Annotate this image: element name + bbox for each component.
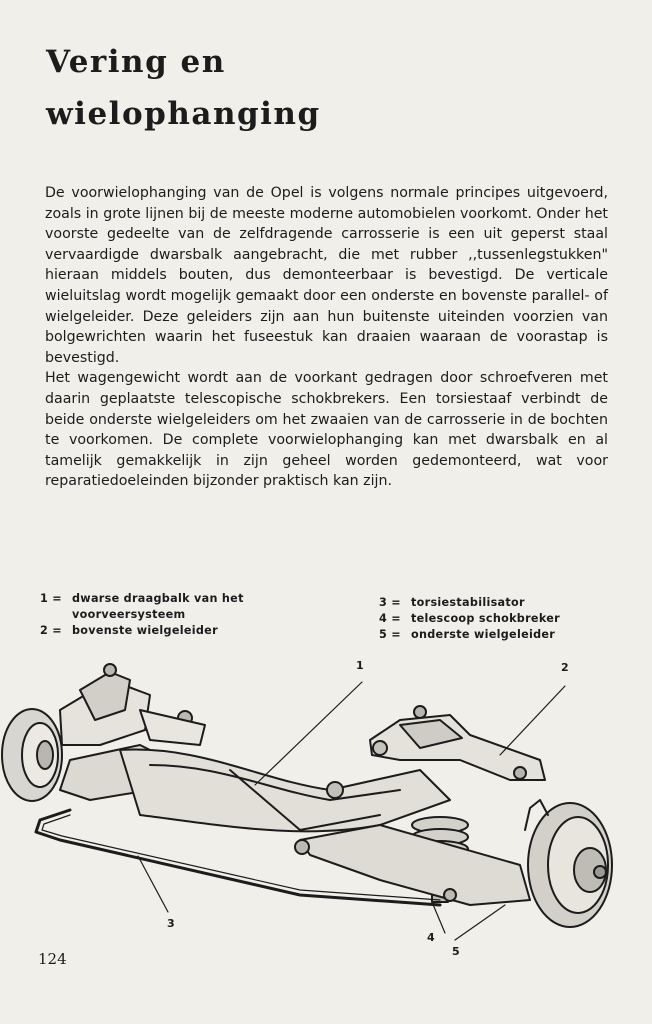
title-line-2: wielophanging [46,96,321,132]
legend-text: onderste wielgeleider [411,628,556,641]
left-brake-drum [2,709,62,801]
legend-left [40,591,280,639]
callout-label-4: 4 [427,931,435,944]
callout-label-5: 5 [452,945,460,958]
crossmember [120,750,450,832]
suspension-illustration [0,650,652,950]
legend-text: telescoop schokbreker [411,612,560,625]
paragraph-1: De voorwielophanging van de Opel is volgens normale principes uitgevoerd, zoals in grote lijnen bij de meeste moderne automobielen voorkomt. Onder het voorste gedeelte van de zelfdragende carrosserie is een uit geperst staal vervaardigde dwarsbalk aangebracht, die met rubber ,,tussenlegstukken" hieraan middels bouten, dus demonteerbaar is bevestigd. De verticale wieluitslag wordt mogelijk gemaakt door een onderste en bovenste parallel- of wielgeleider. Deze geleiders zijn aan hun buitenste uiteinden voorzien van bolgewrichten waarin het fuseestuk kan draaien waaraan de voorastap is bevestigd. [45,185,608,366]
upper-control-arm [370,706,545,780]
legend-number: 3 = [379,596,401,609]
legend-item-5 [379,627,619,643]
lower-control-arm [295,825,530,905]
page-title [46,36,321,140]
callout-label-1: 1 [356,659,364,672]
page-number: 124 [38,950,67,968]
legend-text: dwarse draagbalk van het voorveersysteem [72,592,244,621]
title-line-1: Vering en [46,44,226,80]
legend-number: 5 = [379,628,401,641]
legend-item-1 [40,591,280,623]
right-brake-drum [525,800,612,927]
legend-text: bovenste wielgeleider [72,624,218,637]
body-text [45,183,608,492]
legend-number: 4 = [379,612,401,625]
callout-label-3: 3 [167,917,175,930]
legend-item-4 [379,611,619,627]
legend-number: 1 = [40,592,62,605]
legend-number: 2 = [40,624,62,637]
legend-item-2 [40,623,280,639]
legend-text: torsiestabilisator [411,596,525,609]
callout-label-2: 2 [561,661,569,674]
legend-right [379,595,619,643]
paragraph-2: Het wagengewicht wordt aan de voorkant gedragen door schroefveren met daarin geplaatste telescopische schokbrekers. Een torsiestaaf verbindt de beide onderste wielgeleiders om het zwaaien van de carrosserie in de bochten te voorkomen. De complete voorwielophanging kan met dwarsbalk en al tamelijk gemakkelijk in zijn geheel worden gedemonteerd, wat voor reparatiedoeleinden bijzonder praktisch kan zijn. [45,370,608,490]
legend-item-3 [379,595,619,611]
